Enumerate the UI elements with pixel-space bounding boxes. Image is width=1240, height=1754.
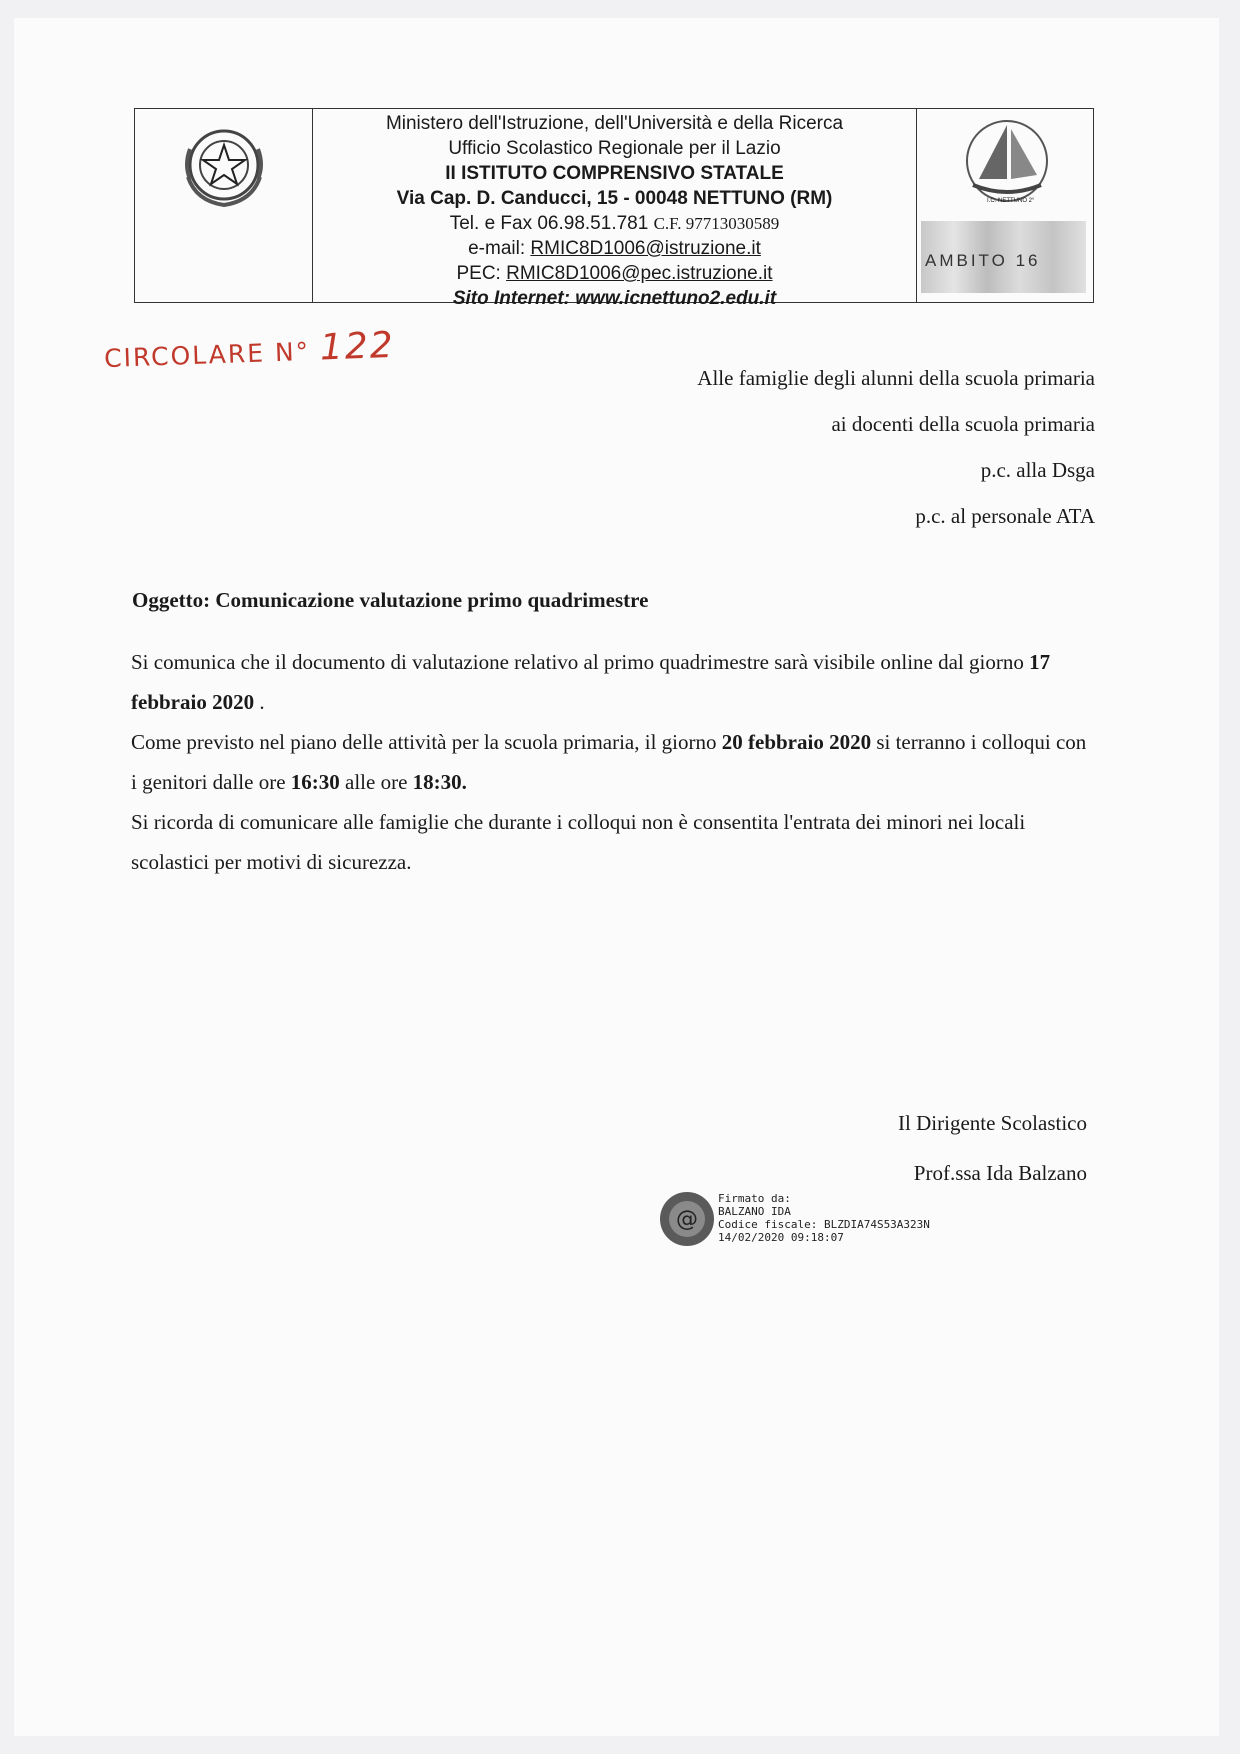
recipient-line: Alle famiglie degli alunni della scuola primaria (697, 366, 1095, 390)
circular-label: CIRCOLARE N° (103, 336, 311, 374)
paragraph-3: Si ricorda di comunicare alle famiglie che durante i colloqui non è consentita l'entrata dei minori nei locali scolastici per motivi di sicurezza. (131, 810, 1026, 874)
p1-text: Si comunica che il documento di valutazione relativo al primo quadrimestre sarà visibile online dal giorno (131, 650, 1030, 674)
pec-line (313, 261, 916, 286)
svg-text:@: @ (676, 1207, 698, 1232)
italian-republic-emblem (135, 109, 313, 302)
recipient-line: ai docenti della scuola primaria (831, 412, 1095, 436)
institute-name: II ISTITUTO COMPRENSIVO STATALE (445, 163, 784, 184)
pec-label: PEC: (456, 263, 507, 284)
phone-line (313, 211, 916, 236)
circular-number: 122 (319, 324, 396, 369)
signed-by-label: Firmato da: (718, 1192, 791, 1205)
p2-text: Come previsto nel piano delle attività per la scuola primaria, il giorno (131, 730, 722, 754)
regional-office: Ufficio Scolastico Regionale per il Lazio (448, 138, 781, 159)
emblem-icon (176, 119, 272, 211)
subject-line: Oggetto: Comunicazione valutazione primo quadrimestre (132, 588, 649, 612)
digital-seal-icon (658, 1190, 716, 1248)
signer-id: BALZANO IDA (718, 1205, 791, 1218)
signer-title: Il Dirigente Scolastico (898, 1111, 1087, 1135)
signer-name: Prof.ssa Ida Balzano (913, 1161, 1087, 1185)
signature-timestamp: 14/02/2020 09:18:07 (718, 1231, 844, 1244)
signature-block (898, 1098, 1087, 1198)
digital-signature-info (718, 1192, 930, 1244)
ministry-name: Ministero dell'Istruzione, dell'Università e della Ricerca (385, 113, 844, 134)
publication-date: 17 febbraio 2020 (131, 650, 1051, 714)
letter-body (131, 642, 1091, 882)
ambito-label: AMBITO 16 (925, 251, 1041, 270)
letterhead-text (313, 109, 917, 309)
website-link[interactable]: Sito Internet: www.icnettuno2.edu.it (452, 288, 777, 309)
paragraph-2 (131, 722, 1091, 802)
school-logos (917, 109, 1093, 302)
end-time: 18:30. (412, 770, 467, 794)
email-line (313, 236, 916, 261)
recipient-line: p.c. alla Dsga (980, 458, 1095, 482)
p1-end: . (254, 690, 265, 714)
meeting-date: 20 febbraio 2020 (721, 730, 872, 754)
fiscal-code: Codice fiscale: BLZDIA74S53A323N (718, 1218, 930, 1231)
tel-fax: Tel. e Fax 06.98.51.781 (449, 213, 649, 234)
paragraph-1 (131, 642, 1091, 722)
start-time: 16:30 (290, 770, 340, 794)
logo-caption: I.C. NETTUNO 2° (987, 198, 1035, 204)
pec-link[interactable]: RMIC8D1006@pec.istruzione.it (506, 263, 773, 284)
institute-address: Via Cap. D. Canducci, 15 - 00048 NETTUNO (RM) (396, 188, 833, 209)
tax-code: C.F. 97713030589 (653, 214, 780, 233)
p2-text-c: alle ore (339, 770, 413, 794)
sailboat-logo-icon (959, 115, 1055, 207)
email-label: e-mail: (468, 238, 531, 259)
email-link[interactable]: RMIC8D1006@istruzione.it (530, 238, 761, 259)
recipients-block (697, 363, 1095, 547)
recipient-line: p.c. al personale ATA (915, 504, 1095, 528)
p2-text-b: si terranno i colloqui con i genitori dalle ore (131, 730, 1087, 794)
letterhead (134, 108, 1094, 309)
